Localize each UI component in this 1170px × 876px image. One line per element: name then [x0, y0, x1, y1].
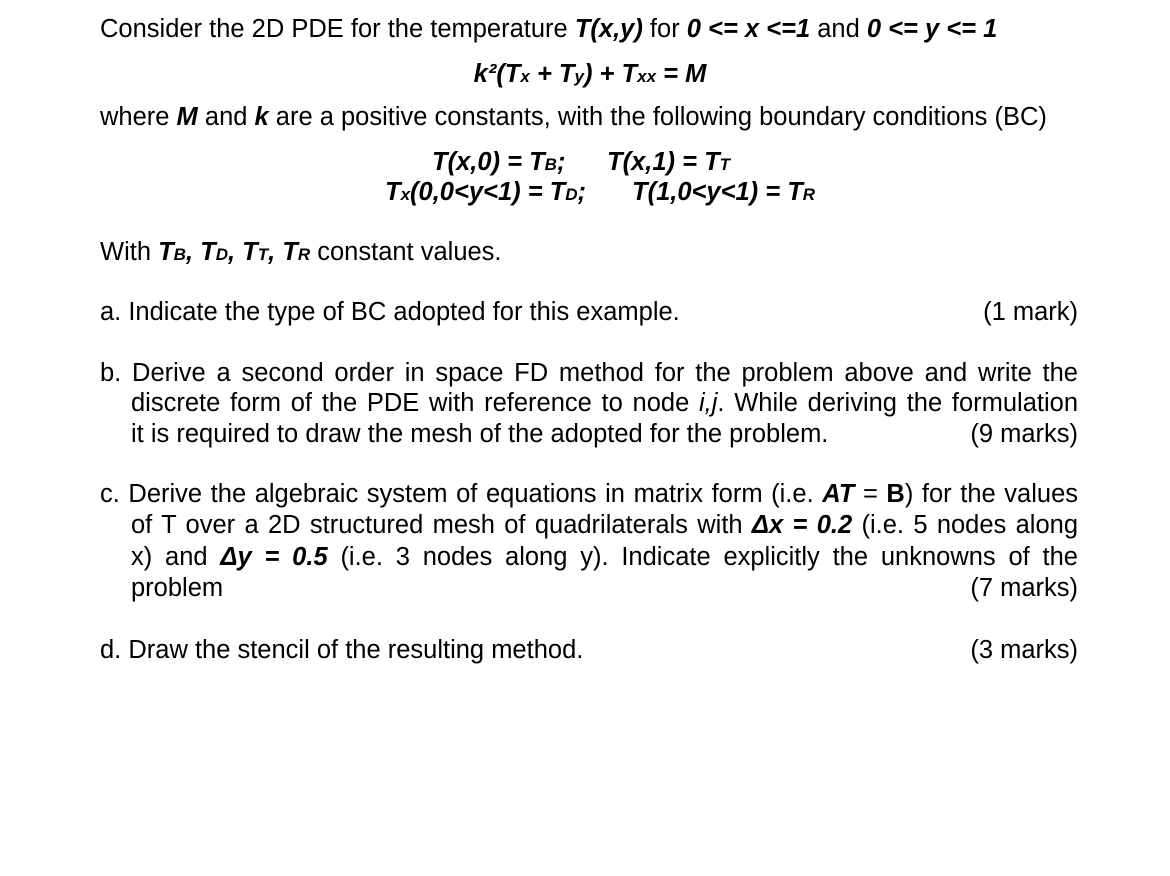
qc-text: problem	[131, 574, 224, 602]
sep: ,	[185, 238, 201, 266]
const-td: T	[200, 238, 216, 266]
constants-line	[100, 237, 1078, 270]
where-line	[100, 102, 1078, 132]
const-sub: B	[173, 245, 186, 264]
const-sub: R	[297, 245, 311, 264]
qc-dy: Δy = 0.5	[220, 543, 328, 571]
qc-B: B	[886, 480, 905, 508]
const-k: k	[254, 103, 269, 131]
where-text: and	[197, 103, 255, 131]
bc-text: T(x,0) = T	[432, 148, 545, 176]
qc-dx: Δx = 0.2	[751, 511, 853, 539]
question-d-text: d. Draw the stencil of the resulting method.	[100, 636, 584, 664]
pde-equation	[0, 59, 1170, 92]
const-sub: D	[215, 245, 228, 264]
question-c-mark: (7 marks)	[970, 574, 1078, 602]
question-b-line-2	[131, 388, 1078, 418]
pde-part: + T	[529, 60, 575, 88]
bc-text: ;	[577, 178, 587, 206]
qc-text: c. Derive the algebraic system of equations in matrix form (i.e.	[100, 480, 823, 508]
bc-sub: B	[544, 155, 557, 174]
qb-text: . While deriving the formulation	[717, 389, 1079, 417]
with-text: constant values.	[310, 238, 502, 266]
qc-AT: AT	[822, 480, 855, 508]
intro-line	[100, 14, 1078, 44]
intro-prefix: Consider the 2D PDE for the temperature	[100, 15, 575, 43]
intro-x-range: 0 <= x <=1	[686, 15, 811, 43]
bc-text: ;	[556, 148, 566, 176]
sep: ,	[227, 238, 243, 266]
bc-sub: D	[565, 185, 578, 204]
question-a	[100, 297, 1078, 327]
intro-for: for	[642, 15, 687, 43]
question-d	[100, 635, 1078, 665]
intro-y-range: 0 <= y <= 1	[866, 15, 998, 43]
pde-part: ) + T	[583, 60, 638, 88]
question-b-mark: (9 marks)	[970, 420, 1078, 448]
bc-sub: R	[802, 185, 816, 204]
question-d-mark: (3 marks)	[970, 636, 1078, 664]
pde-sub: y	[574, 67, 584, 86]
pde-part: k²(T	[473, 60, 521, 88]
question-c-line-4	[131, 573, 1078, 603]
where-text: are a positive constants, with the following boundary conditions (BC)	[268, 103, 1047, 131]
where-text: where	[100, 103, 177, 131]
qb-text: discrete form of the PDE with reference to node	[131, 389, 699, 417]
qc-text: ) for the values	[904, 480, 1078, 508]
intro-and: and	[810, 15, 867, 43]
pde-sub: xx	[637, 67, 657, 86]
qc-text: (i.e. 3 nodes along y). Indicate explicitly the unknowns of the	[327, 543, 1078, 571]
const-tt: T	[242, 238, 258, 266]
intro-function: T(x,y)	[574, 15, 643, 43]
qc-text: of T over a 2D structured mesh of quadrilaterals with	[131, 511, 752, 539]
question-c-line-1	[100, 479, 1078, 509]
const-sub: T	[257, 245, 269, 264]
with-text: With	[100, 238, 159, 266]
question-a-mark: (1 mark)	[983, 298, 1078, 326]
bc-text: T(x,1) = T	[607, 148, 720, 176]
bc-text: T(1,0<y<1) = T	[632, 178, 803, 206]
bc-bottom	[432, 147, 565, 180]
const-tb: T	[158, 238, 174, 266]
pde-part: = M	[656, 60, 707, 88]
question-b-line-1: b. Derive a second order in space FD method for the problem above and write the	[100, 359, 1078, 387]
qb-text: it is required to draw the mesh of the adopted for the problem.	[131, 420, 829, 448]
question-c-line-3	[131, 542, 1078, 572]
qc-text: (i.e. 5 nodes along	[852, 511, 1079, 539]
bc-sub: T	[719, 155, 731, 174]
qc-text: x) and	[131, 543, 221, 571]
const-M: M	[176, 103, 198, 131]
bc-text: T	[385, 178, 401, 206]
question-a-text: a. Indicate the type of BC adopted for this example.	[100, 298, 680, 326]
bc-text: (0,0<y<1) = T	[410, 178, 566, 206]
sep: ,	[268, 238, 283, 266]
bc-right	[632, 177, 815, 210]
pde-sub: x	[520, 67, 530, 86]
question-b-line-3	[131, 419, 1078, 449]
question-c-line-2	[131, 510, 1078, 540]
const-tr: T	[282, 238, 298, 266]
node-ij: i,j	[698, 389, 718, 417]
qc-text: =	[854, 480, 887, 508]
bc-top	[607, 147, 730, 180]
bc-left	[385, 177, 586, 210]
bc-sub: x	[400, 185, 411, 204]
